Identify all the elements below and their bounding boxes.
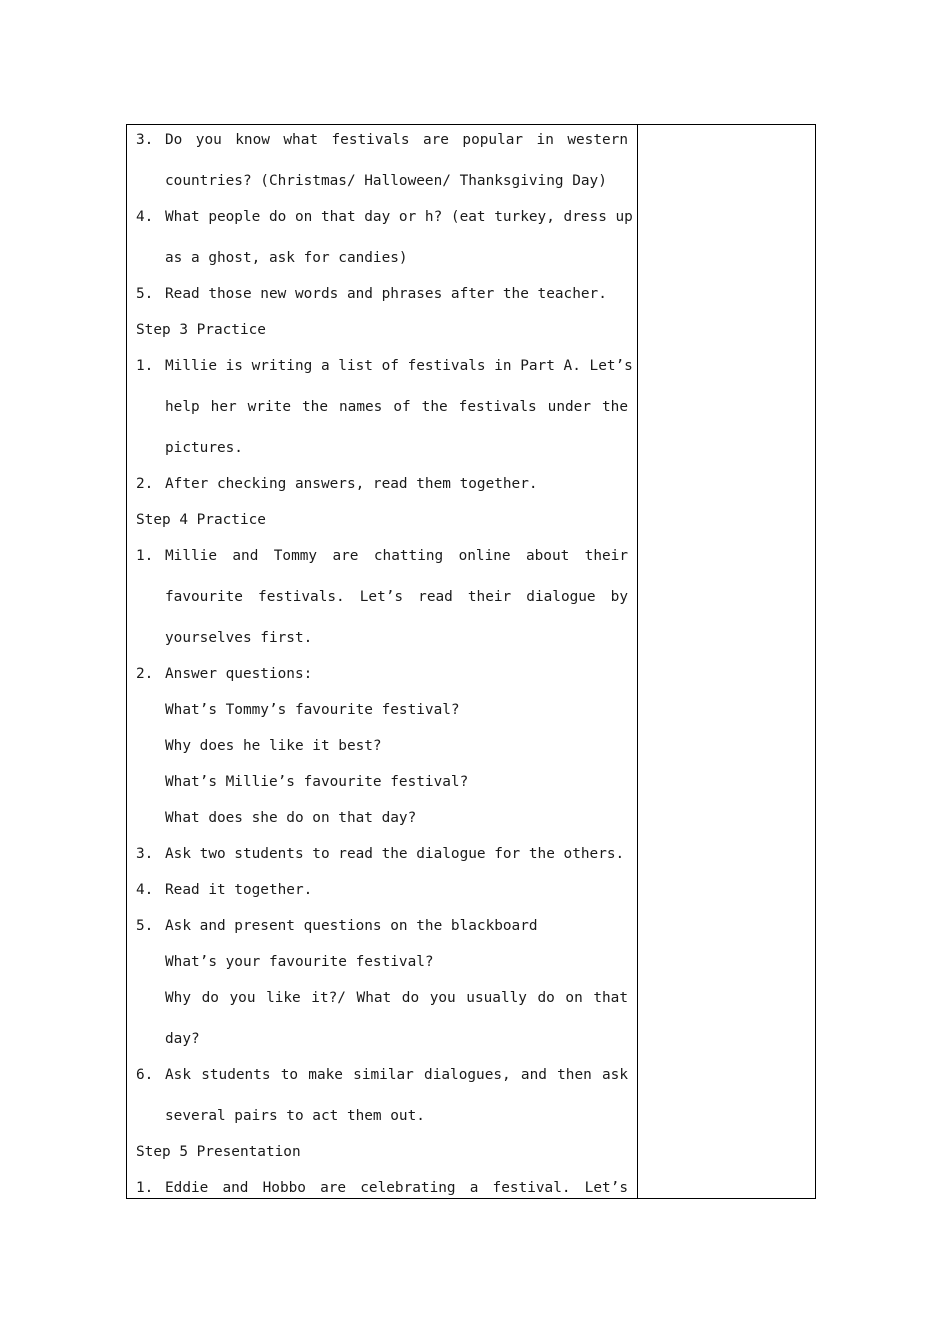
item-number: 2.	[136, 666, 154, 682]
item-text: help her write the names of the festivals under the	[165, 399, 628, 415]
item-number: 5.	[136, 286, 154, 302]
item-text: Answer questions:	[165, 666, 313, 682]
item-number: 1.	[136, 548, 154, 564]
item-text: favourite festivals. Let’s read their dialogue by	[165, 589, 628, 605]
question-text: What does she do on that day?	[165, 810, 417, 826]
question-text: Why does he like it best?	[165, 738, 382, 754]
lesson-table	[126, 124, 816, 1199]
item-text: Millie is writing a list of festivals in Part A. Let’s	[165, 358, 633, 374]
item-number: 4.	[136, 882, 154, 898]
item-text: Ask and present questions on the blackboard	[165, 918, 538, 934]
item-text: After checking answers, read them together.	[165, 476, 538, 492]
item-text: Eddie and Hobbo are celebrating a festival. Let’s	[165, 1180, 628, 1196]
item-number: 3.	[136, 132, 154, 148]
item-text: pictures.	[165, 440, 243, 456]
question-text: Why do you like it?/ What do you usually do on that	[165, 990, 628, 1006]
notes-cell	[638, 125, 815, 1198]
item-text: Read it together.	[165, 882, 313, 898]
step-heading: Step 5 Presentation	[136, 1144, 301, 1160]
item-number: 5.	[136, 918, 154, 934]
item-text: as a ghost, ask for candies)	[165, 250, 408, 266]
step-heading: Step 3 Practice	[136, 322, 266, 338]
item-number: 3.	[136, 846, 154, 862]
question-text: What’s Millie’s favourite festival?	[165, 774, 469, 790]
item-text: Ask two students to read the dialogue for the others.	[165, 846, 625, 862]
item-text: countries? (Christmas/ Halloween/ Thanksgiving Day)	[165, 173, 607, 189]
item-text: several pairs to act them out.	[165, 1108, 425, 1124]
item-number: 4.	[136, 209, 154, 225]
question-text: day?	[165, 1031, 200, 1047]
step-heading: Step 4 Practice	[136, 512, 266, 528]
item-number: 2.	[136, 476, 154, 492]
item-number: 1.	[136, 358, 154, 374]
item-number: 6.	[136, 1067, 154, 1083]
item-text: Read those new words and phrases after the teacher.	[165, 286, 607, 302]
question-text: What’s your favourite festival?	[165, 954, 434, 970]
question-text: What’s Tommy’s favourite festival?	[165, 702, 460, 718]
item-text: Ask students to make similar dialogues, and then ask	[165, 1067, 628, 1083]
item-text: Millie and Tommy are chatting online about their	[165, 548, 628, 564]
item-text: What people do on that day or h? (eat turkey, dress up	[165, 209, 633, 225]
item-number: 1.	[136, 1180, 154, 1196]
item-text: yourselves first.	[165, 630, 313, 646]
item-text: Do you know what festivals are popular in western	[165, 132, 628, 148]
